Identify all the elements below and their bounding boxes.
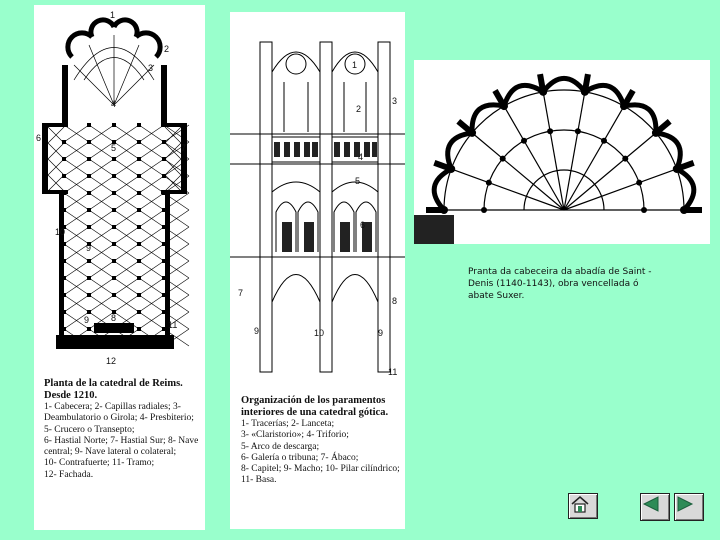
pier [137,327,141,331]
home-button[interactable] [568,493,598,519]
pier [137,242,141,246]
plan-number-8: 8 [111,313,117,323]
elevation-number-11: 11 [388,367,398,377]
elevation-number-3: 3 [392,96,398,106]
reims-caption-item: 12- Fachada. [44,469,94,480]
plan-number-3: 3 [148,63,154,73]
pier [87,276,91,280]
pier [137,208,141,212]
elevation-number-7: 7 [238,288,244,298]
pier [62,242,66,246]
elevation-number-2: 2 [356,104,362,114]
apse-pier [575,128,581,134]
plan-number-6: 6 [36,133,42,143]
pier [112,327,116,331]
elevation-caption-item: 1- Tracerías; 2- Lanceta; [241,419,335,429]
triangle-right-icon [675,494,695,514]
plan-number-5: 5 [111,143,117,153]
pier [62,276,66,280]
elevation-caption-item: 6- Galería o tribuna; 7- Ábaco; [241,452,359,463]
apse-pier [641,207,647,213]
plan-number-7: 7 [181,143,187,153]
plan-number-12: 12 [106,356,117,366]
apse-pier [680,206,688,214]
elevation-caption-item: 5- Arco de descarga; [241,441,320,452]
reims-caption-item: 5- Crucero o Transepto; [44,424,135,435]
pier [112,276,116,280]
pier [87,123,91,127]
pier [137,259,141,263]
pier [112,259,116,263]
pier [62,191,66,195]
pier [112,157,116,161]
pier [137,276,141,280]
pier [137,225,141,229]
elevation-number-8: 8 [392,296,398,306]
apse-pier [620,102,628,110]
pier [162,191,166,195]
pier [137,293,141,297]
home-icon [569,494,591,514]
pier [87,191,91,195]
apse-pier [652,129,660,137]
pier [87,157,91,161]
pier [162,293,166,297]
pier [162,259,166,263]
pier [162,276,166,280]
triangle-left-icon [641,494,661,514]
saint-denis-caption: Pranta da cabeceira da abadía de Saint -Denis (1140-1143), obra vencellada ó abate Suxer. [468,267,652,301]
pier [162,140,166,144]
pier [62,140,66,144]
pier [62,157,66,161]
apse-pier [481,207,487,213]
apse-pier [468,129,476,137]
pier [112,208,116,212]
apse-pier [636,180,642,186]
apse-pier [521,138,527,144]
pier [87,225,91,229]
elevation-number-4: 4 [358,152,364,162]
pier [62,123,66,127]
pier [162,174,166,178]
reims-caption-item: 1- Cabecera; 2- Capillas radiales; 3- Deambulatorio o Girola; 4- Presbiterio; [44,402,194,424]
pier [112,225,116,229]
pier [62,259,66,263]
pier [137,310,141,314]
apse-pier [500,102,508,110]
pier [62,174,66,178]
plan-number-2: 2 [164,44,170,54]
pier [62,310,66,314]
elevation-caption-item: 3- «Claristorio»; 4- Triforio; [241,430,349,441]
plan-number-9a: 9 [86,243,92,253]
pier [162,242,166,246]
pier [87,140,91,144]
pier [87,259,91,263]
apse-pier [601,138,607,144]
apse-pier [486,180,492,186]
apse-pier [539,88,547,96]
pier [112,242,116,246]
pier [112,293,116,297]
apse-pier [581,88,589,96]
pier [162,123,166,127]
elevation-caption-title: Organización de los paramentos interiores de una catedral gótica. [241,395,389,418]
elevation-caption-item: 8- Capitel; 9- Macho; 10- Pilar cilíndrico; 11- Basa. [241,464,400,486]
pier [87,174,91,178]
apse-pier [440,206,448,214]
pier [162,327,166,331]
cathedral-elevation-drawing [230,12,405,382]
pier [137,191,141,195]
pier [87,327,91,331]
elevation-panel [230,12,405,529]
pier [137,174,141,178]
pier [112,123,116,127]
pier [137,140,141,144]
reims-caption-item: 6- Hastial Norte; 7- Hastial Sur; 8- Nave central; 9- Nave lateral o colateral; [44,435,199,458]
apse-pier [447,165,455,173]
pier [162,225,166,229]
reims-plan-panel [34,5,205,530]
pier [62,293,66,297]
plan-number-9b: 9 [84,315,90,325]
saint-denis-plan-panel [414,60,710,244]
pier [162,157,166,161]
apse-pier [622,156,628,162]
reims-caption-title: Planta de la catedral de Reims. Desde 1210. [44,378,183,401]
pier [87,293,91,297]
apse-pier [547,128,553,134]
elevation-number-5: 5 [355,176,361,186]
next-slide-button[interactable] [674,493,704,521]
pier [112,174,116,178]
elevation-number-10: 10 [314,328,325,338]
plan-number-1: 1 [110,10,116,20]
elevation-number-9a: 9 [254,326,260,336]
apse-pier [500,156,506,162]
pier [162,310,166,314]
pier [112,191,116,195]
reims-caption-item: 10- Contrafuerte; 11- Tramo; [44,458,155,469]
previous-slide-button[interactable] [640,493,670,521]
pier [162,208,166,212]
pier [62,327,66,331]
pier [62,208,66,212]
plan-number-4: 4 [111,99,117,109]
plan-number-10: 10 [55,227,66,237]
elevation-number-1: 1 [352,60,358,70]
plan-number-11: 11 [168,320,178,330]
pier [137,157,141,161]
reims-caption [44,378,202,481]
elevation-caption [241,395,401,487]
saint-denis-apse-plan [414,60,710,244]
elevation-number-6: 6 [360,220,366,230]
pier [87,208,91,212]
pier [137,123,141,127]
pier [87,310,91,314]
apse-pier [673,165,681,173]
elevation-number-9b: 9 [378,328,384,338]
